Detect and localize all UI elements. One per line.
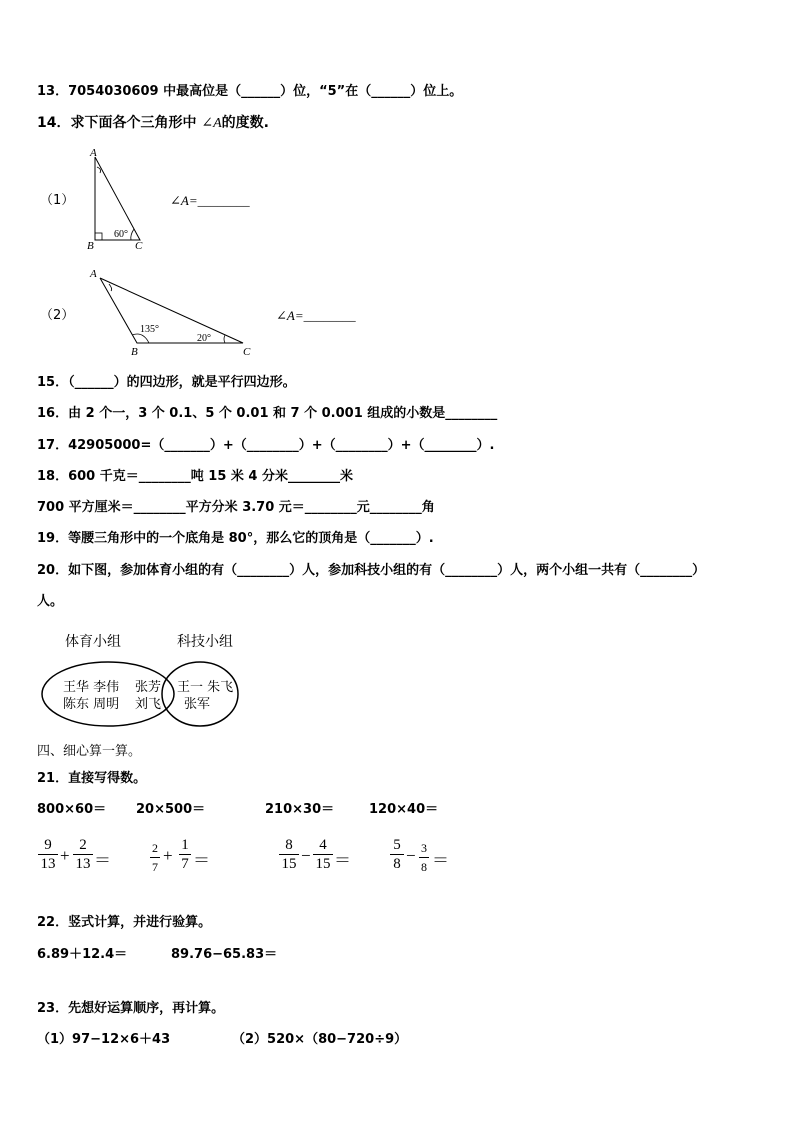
frac-1a-den: 13	[40, 856, 56, 872]
frac-1a-num: 9	[44, 837, 52, 853]
q21-item-2: 20×500＝	[136, 802, 206, 817]
frac-3b-num: 4	[319, 837, 327, 853]
tri2-vertex-b: B	[131, 346, 138, 358]
frac-2b-num: 1	[181, 837, 189, 853]
frac-2a	[150, 840, 160, 875]
frac-4-op: −	[406, 846, 416, 865]
q14-part1-answer	[170, 192, 250, 211]
question-18-line2: 700 平方厘米＝________平方分米 3.70 元＝________元________角	[37, 500, 435, 515]
frac-1b	[73, 837, 93, 872]
question-18-line1: 18．600 千克＝________吨 15 米 4 分米________米	[37, 469, 353, 484]
venn-left-title: 体育小组	[65, 634, 121, 650]
tri2-angle-b: 135°	[140, 324, 159, 335]
tri1-angle-c: 60°	[114, 229, 128, 240]
frac-4a	[390, 837, 404, 872]
frac-4a-num: 5	[393, 837, 401, 853]
q14-part2-answer-text: ∠A=________	[276, 308, 356, 323]
frac-3b-den: 15	[315, 856, 331, 872]
frac-1a	[38, 837, 58, 872]
venn-right-row1: 王一 朱飞	[177, 680, 234, 695]
venn-diagram	[38, 625, 243, 735]
frac-2b	[179, 837, 191, 872]
venn-mid-row2: 刘飞	[135, 697, 162, 712]
venn-left-row2: 陈东 周明	[63, 697, 120, 712]
question-21: 21．直接写得数。	[37, 771, 147, 786]
q14-stem: 14．求下面各个三角形中	[37, 115, 202, 131]
q22-item-2: 89.76−65.83＝	[171, 947, 278, 962]
tri2-vertex-a: A	[90, 268, 97, 280]
venn-right-title: 科技小组	[177, 634, 233, 650]
question-22: 22．竖式计算，并进行验算。	[37, 915, 212, 930]
frac-4b	[419, 840, 429, 875]
venn-left-row1: 王华 李伟	[63, 680, 120, 695]
question-15: 15．（______）的四边形，就是平行四边形。	[37, 375, 296, 390]
question-20-line2: 人。	[37, 594, 64, 609]
frac-3-eq: ＝	[334, 851, 351, 870]
q14-part1-answer-text: ∠A=________	[170, 193, 250, 208]
triangle-1-figure	[80, 145, 170, 255]
q22-item-1: 6.89＋12.4＝	[37, 947, 128, 962]
question-17: 17．42905000=（_______）+（________）+（________）+（________）.	[37, 438, 495, 453]
frac-1b-den: 13	[75, 856, 91, 872]
tri1-vertex-c: C	[135, 240, 143, 252]
question-13: 13．7054030609 中最高位是（______）位，“5”在（______）位上。	[37, 84, 463, 99]
venn-mid-row1: 张芳	[135, 680, 162, 695]
q21-item-3: 210×30＝	[265, 802, 335, 817]
venn-right-row2: 张军	[184, 697, 211, 712]
frac-4-eq: ＝	[432, 851, 449, 870]
q23-item-2: （2）520×（80−720÷9）	[232, 1032, 408, 1047]
q14-part2-label: （2）	[40, 308, 75, 323]
section-4-heading: 四、细心算一算。	[37, 744, 142, 759]
q14-angle-symbol: ∠A	[201, 116, 222, 131]
question-19: 19．等腰三角形中的一个底角是 80°，那么它的顶角是（_______）.	[37, 531, 434, 546]
frac-3a	[279, 837, 299, 872]
question-14	[37, 114, 269, 133]
tri2-vertex-c: C	[243, 346, 251, 358]
q21-item-1: 800×60＝	[37, 802, 107, 817]
frac-3-op: −	[301, 846, 311, 865]
tri1-vertex-a: A	[90, 147, 97, 159]
frac-2b-den: 7	[181, 856, 189, 872]
frac-4a-den: 8	[393, 856, 401, 872]
q23-item-1: （1）97−12×6＋43	[37, 1032, 171, 1047]
frac-2a-num: 2	[152, 841, 158, 855]
q21-item-4: 120×40＝	[369, 802, 439, 817]
frac-1b-num: 2	[79, 837, 87, 853]
question-20-line1: 20．如下图，参加体育小组的有（________）人，参加科技小组的有（________）人，两个小组一共有（________）	[37, 563, 706, 578]
frac-3a-num: 8	[285, 837, 293, 853]
q14-part2-answer	[276, 307, 356, 326]
frac-1-eq: ＝	[94, 851, 111, 870]
frac-4b-den: 8	[421, 860, 427, 874]
tri1-vertex-b: B	[87, 240, 94, 252]
question-16: 16．由 2 个一，3 个 0.1、5 个 0.01 和 7 个 0.001 组成的小数是________	[37, 406, 498, 421]
question-23: 23．先想好运算顺序，再计算。	[37, 1001, 225, 1016]
frac-2-op: +	[163, 846, 173, 865]
triangle-2-figure	[85, 265, 260, 360]
frac-3a-den: 15	[281, 856, 297, 872]
frac-3b	[313, 837, 333, 872]
frac-1-op: +	[60, 846, 70, 865]
tri2-angle-c: 20°	[197, 333, 211, 344]
frac-2-eq: ＝	[193, 851, 210, 870]
q14-stem-end: 的度数.	[221, 115, 269, 131]
q14-part1-label: （1）	[40, 193, 75, 208]
frac-4b-num: 3	[421, 841, 427, 855]
frac-2a-den: 7	[152, 860, 158, 874]
